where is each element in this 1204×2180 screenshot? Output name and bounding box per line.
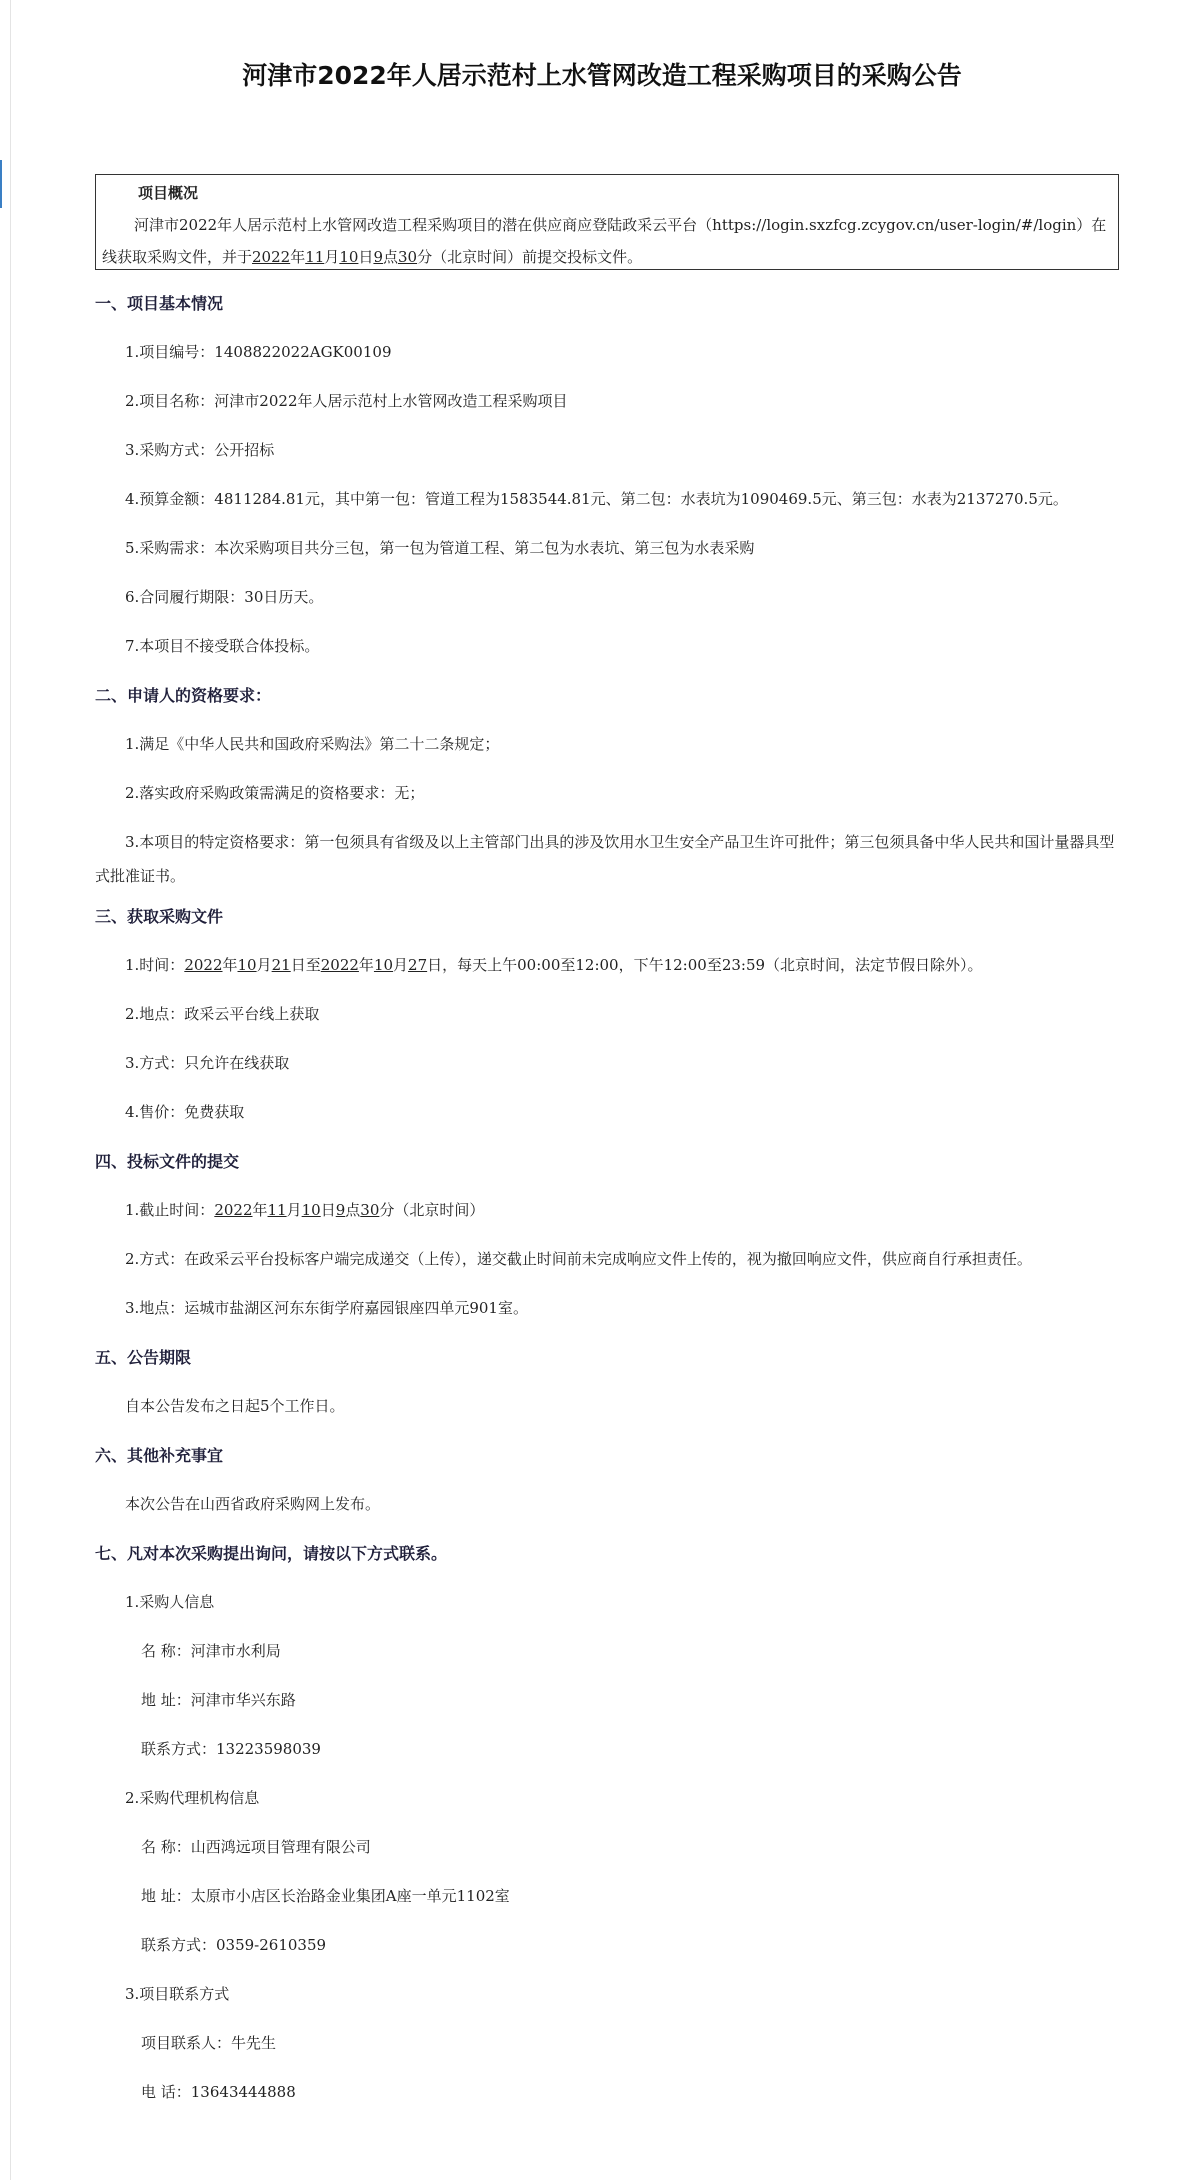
project-number: 1.项目编号：1408822022AGK00109 bbox=[125, 343, 392, 361]
obtain-time-prefix: 1.时间： bbox=[125, 956, 185, 974]
submission-deadline-tail: 分（北京时间） bbox=[379, 1201, 485, 1219]
budget-amount: 4.预算金额：4811284.81元，其中第一包：管道工程为1583544.81元、第二包：水表坑为1090469.5元、第三包：水表为2137270.5元。 bbox=[125, 490, 1068, 508]
obtain-time-tail: 日，每天上午00:00至12:00，下午12:00至23:59（北京时间，法定节假日除外）。 bbox=[427, 956, 983, 974]
submission-day-label: 日 bbox=[320, 1201, 336, 1219]
buyer-info-heading: 1.采购人信息 bbox=[125, 1593, 215, 1611]
agent-info-heading: 2.采购代理机构信息 bbox=[125, 1789, 260, 1807]
overview-text-tail: 分（北京时间）前提交投标文件。 bbox=[417, 248, 643, 266]
obtain-end-month-label: 月 bbox=[393, 956, 409, 974]
submission-hour-label: 点 bbox=[345, 1201, 361, 1219]
page-title: 河津市2022年人居示范村上水管网改造工程采购项目的采购公告 bbox=[242, 61, 962, 90]
contract-period: 6.合同履行期限：30日历天。 bbox=[125, 588, 324, 606]
overview-heading: 项目概况 bbox=[138, 184, 199, 202]
overview-text-body: 河津市2022年人居示范村上水管网改造工程采购项目的潜在供应商应登陆政采云平台（https://login.sxzfcg.zcygov.cn/user-login/#/login）在线获取采购文件，并于 bbox=[102, 216, 1107, 266]
deadline-month-label: 月 bbox=[324, 248, 340, 266]
deadline-year: 2022 bbox=[252, 248, 291, 266]
obtain-start-month: 10 bbox=[237, 956, 257, 974]
project-contact-person: 项目联系人：牛先生 bbox=[141, 2034, 277, 2052]
submission-deadline bbox=[95, 1186, 1119, 1235]
obtain-start-day: 21 bbox=[271, 956, 291, 974]
project-contact-phone: 电 话：13643444888 bbox=[141, 2083, 296, 2101]
submission-day: 10 bbox=[301, 1201, 321, 1219]
obtain-end-year-label: 年 bbox=[358, 956, 374, 974]
submission-year-label: 年 bbox=[252, 1201, 268, 1219]
deadline-minute: 30 bbox=[398, 248, 418, 266]
buyer-address: 地 址：河津市华兴东路 bbox=[141, 1691, 296, 1709]
agent-phone: 联系方式：0359-2610359 bbox=[141, 1936, 327, 1954]
obtain-end-year: 2022 bbox=[320, 956, 359, 974]
section-obtain-docs-heading: 三、获取采购文件 bbox=[95, 907, 224, 926]
project-name: 2.项目名称：河津市2022年人居示范村上水管网改造工程采购项目 bbox=[125, 392, 568, 410]
agent-address: 地 址：太原市小店区长治路金业集团A座一单元1102室 bbox=[141, 1887, 510, 1905]
obtain-time bbox=[95, 941, 1119, 990]
procurement-method: 3.采购方式：公开招标 bbox=[125, 441, 275, 459]
submission-location: 3.地点：运城市盐湖区河东东街学府嘉园银座四单元901室。 bbox=[125, 1299, 528, 1317]
obtain-start-year-label: 年 bbox=[222, 956, 238, 974]
qualification-specific: 3.本项目的特定资格要求：第一包须具有省级及以上主管部门出具的涉及饮用水卫生安全产品卫生许可批件；第三包须具备中华人民共和国计量器具型式批准证书。 bbox=[95, 833, 1115, 885]
submission-hour: 9 bbox=[335, 1201, 346, 1219]
obtain-location: 2.地点：政采云平台线上获取 bbox=[125, 1005, 320, 1023]
project-overview-box bbox=[95, 174, 1119, 270]
overview-text bbox=[102, 209, 1112, 273]
obtain-start-month-label: 月 bbox=[256, 956, 272, 974]
deadline-year-label: 年 bbox=[290, 248, 306, 266]
section-contact-heading: 七、凡对本次采购提出询问，请按以下方式联系。 bbox=[95, 1544, 448, 1563]
submission-minute: 30 bbox=[360, 1201, 380, 1219]
announcement-body bbox=[95, 279, 1119, 2117]
obtain-to-label: 日至 bbox=[290, 956, 321, 974]
section-qualification-heading: 二、申请人的资格要求： bbox=[95, 686, 272, 705]
buyer-name: 名 称：河津市水利局 bbox=[141, 1642, 281, 1660]
submission-year: 2022 bbox=[214, 1201, 253, 1219]
section-submission-heading: 四、投标文件的提交 bbox=[95, 1152, 240, 1171]
consortium-note: 7.本项目不接受联合体投标。 bbox=[125, 637, 320, 655]
qualification-law: 1.满足《中华人民共和国政府采购法》第二十二条规定； bbox=[125, 735, 500, 753]
qualification-policy: 2.落实政府采购政策需满足的资格要求：无； bbox=[125, 784, 425, 802]
section-other-matters-heading: 六、其他补充事宜 bbox=[95, 1446, 224, 1465]
notice-period: 自本公告发布之日起5个工作日。 bbox=[125, 1397, 345, 1415]
obtain-end-day: 27 bbox=[408, 956, 428, 974]
section-basic-info-heading: 一、项目基本情况 bbox=[95, 294, 224, 313]
obtain-price: 4.售价：免费获取 bbox=[125, 1103, 245, 1121]
obtain-method: 3.方式：只允许在线获取 bbox=[125, 1054, 290, 1072]
deadline-hour: 9 bbox=[373, 248, 383, 266]
project-contact-heading: 3.项目联系方式 bbox=[125, 1985, 230, 2003]
submission-method: 2.方式：在政采云平台投标客户端完成递交（上传），递交截止时间前未完成响应文件上传的，视为撤回响应文件，供应商自行承担责任。 bbox=[125, 1250, 1032, 1268]
obtain-start-year: 2022 bbox=[184, 956, 223, 974]
deadline-day-label: 日 bbox=[358, 248, 374, 266]
scroll-marker bbox=[0, 160, 2, 208]
submission-month-label: 月 bbox=[286, 1201, 302, 1219]
submission-deadline-prefix: 1.截止时间： bbox=[125, 1201, 215, 1219]
section-notice-period-heading: 五、公告期限 bbox=[95, 1348, 192, 1367]
obtain-end-month: 10 bbox=[373, 956, 394, 974]
page-left-edge bbox=[0, 0, 11, 2180]
deadline-day: 10 bbox=[339, 248, 359, 266]
deadline-hour-label: 点 bbox=[382, 248, 398, 266]
submission-month: 11 bbox=[267, 1201, 287, 1219]
agent-name: 名 称：山西鸿远项目管理有限公司 bbox=[141, 1838, 371, 1856]
procurement-requirement: 5.采购需求：本次采购项目共分三包，第一包为管道工程、第二包为水表坑、第三包为水表采购 bbox=[125, 539, 755, 557]
buyer-phone: 联系方式：13223598039 bbox=[141, 1740, 321, 1758]
other-matters: 本次公告在山西省政府采购网上发布。 bbox=[125, 1495, 381, 1513]
deadline-month: 11 bbox=[305, 248, 325, 266]
